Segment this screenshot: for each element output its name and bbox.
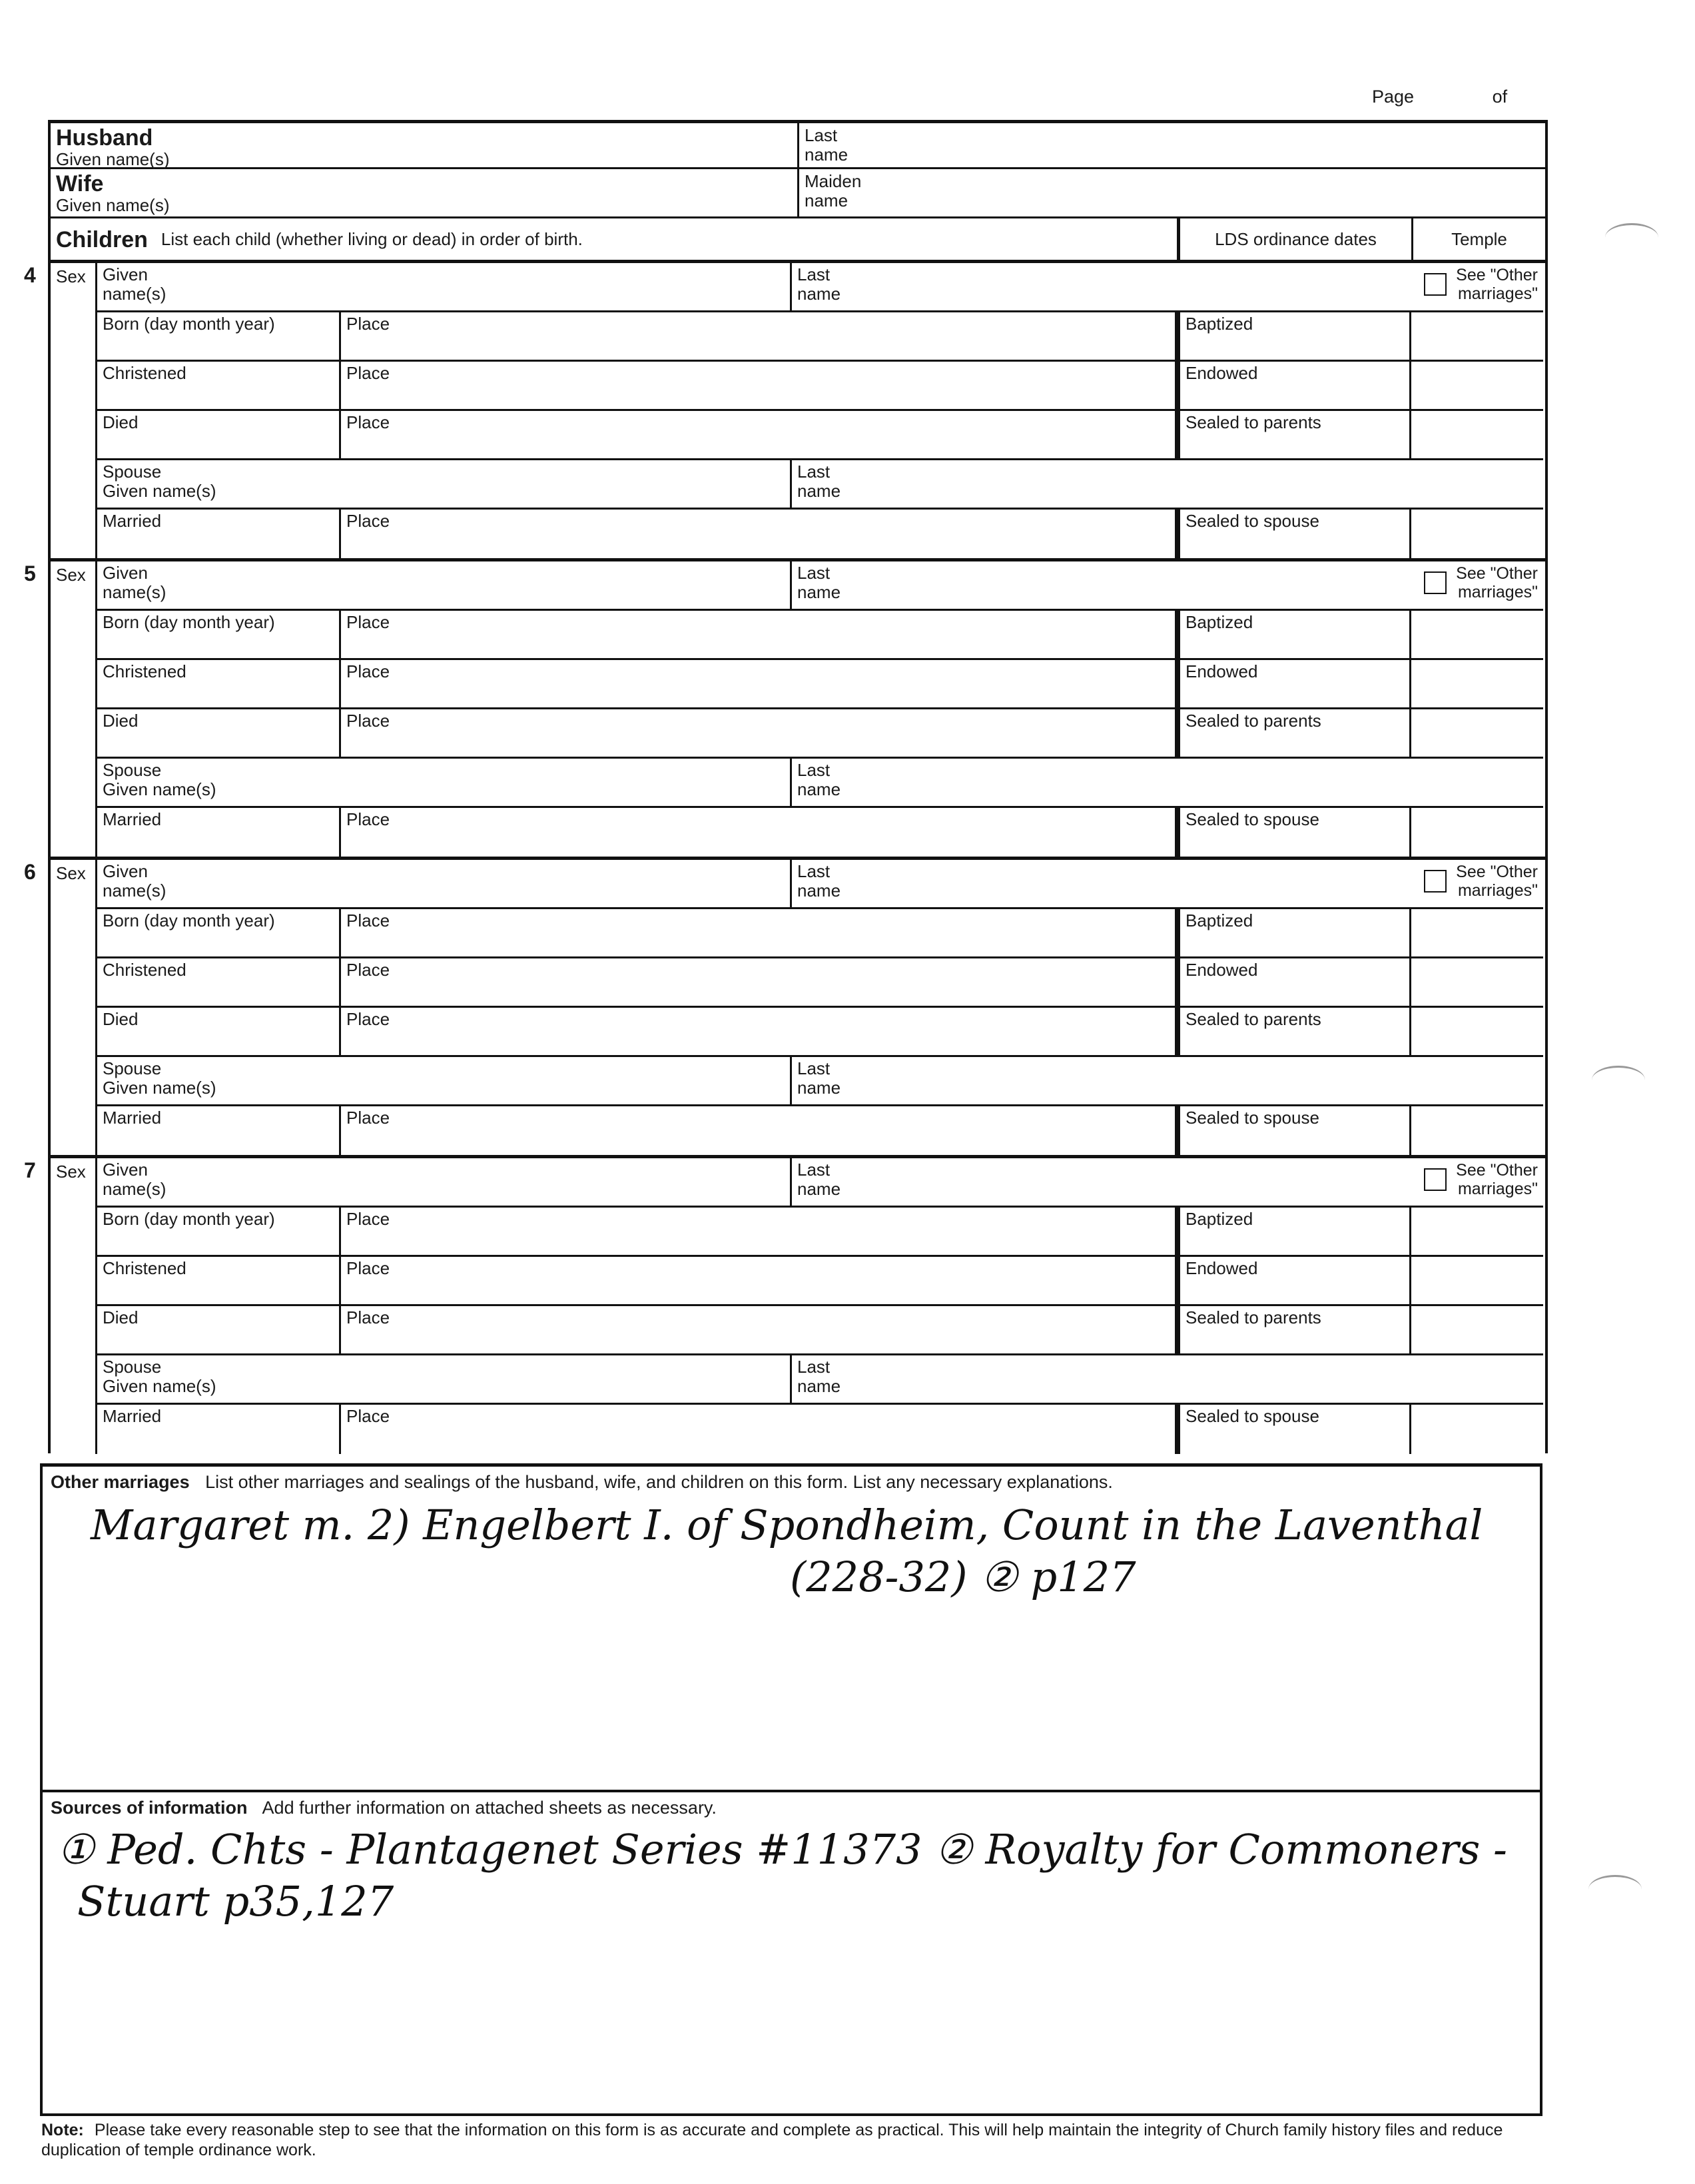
place-label: Place [346, 1209, 390, 1229]
christened-place-field[interactable] [341, 660, 1177, 709]
endowed-field[interactable] [1177, 362, 1411, 411]
sex-field[interactable] [51, 1158, 97, 1454]
other-marriages-label: Other marriages [51, 1472, 190, 1492]
sealed-spouse-label: Sealed to spouse [1186, 809, 1319, 829]
endowed-label: Endowed [1186, 960, 1258, 980]
child-last-label-2: name [797, 284, 841, 304]
other-marriages-section[interactable] [40, 1463, 1542, 1790]
married-date-field[interactable] [97, 808, 341, 857]
see-other-checkbox[interactable] [1424, 273, 1447, 296]
husband-title: Husband [56, 125, 153, 151]
spouse-given-label: Given name(s) [103, 779, 216, 799]
endowed-field[interactable] [1177, 958, 1411, 1008]
sealed-spouse-label: Sealed to spouse [1186, 1406, 1319, 1426]
endowed-label: Endowed [1186, 363, 1258, 383]
punch-hole-mark [1592, 1066, 1645, 1094]
sealed-parents-label: Sealed to parents [1186, 1009, 1321, 1029]
sealed-parents-field[interactable] [1177, 709, 1411, 759]
born-place-field[interactable] [341, 909, 1177, 958]
sealed-parents-field[interactable] [1177, 411, 1411, 460]
married-date-field[interactable] [97, 510, 341, 559]
child-last-label: Last [797, 264, 831, 284]
child-given-field[interactable] [97, 1158, 792, 1208]
christened-place-field[interactable] [341, 958, 1177, 1008]
spouse-given-field[interactable] [97, 460, 792, 510]
footer-note [41, 2120, 1507, 2160]
born-date-field[interactable] [97, 611, 341, 660]
page-of-label: of [1492, 87, 1508, 107]
child-last-label: Last [797, 861, 831, 881]
died-date-field[interactable] [97, 1306, 341, 1355]
child-given-field[interactable] [97, 860, 792, 909]
child-number: 4 [24, 263, 36, 287]
sources-instruction: Add further information on attached sheets as necessary. [262, 1798, 717, 1818]
spouse-last-label: Last [797, 760, 831, 780]
child-last-label: Last [797, 1160, 831, 1180]
spouse-given-label: Given name(s) [103, 481, 216, 501]
sealed-parents-temple-field[interactable] [1411, 709, 1543, 759]
see-other-label-2: marriages" [1457, 881, 1538, 900]
children-header [48, 218, 1548, 262]
married-date-field[interactable] [97, 1106, 341, 1156]
spouse-given-field[interactable] [97, 1355, 792, 1405]
sex-label: Sex [56, 266, 86, 286]
sealed-parents-label: Sealed to parents [1186, 412, 1321, 432]
christened-date-field[interactable] [97, 362, 341, 411]
see-other-label: See "Other [1456, 1161, 1538, 1180]
died-date-field[interactable] [97, 1008, 341, 1057]
place-label: Place [346, 1009, 390, 1029]
died-label: Died [103, 1307, 139, 1327]
spouse-label: Spouse [103, 1357, 162, 1377]
husband-last-label: Last [805, 125, 838, 145]
married-place-field[interactable] [341, 510, 1177, 559]
endowed-field[interactable] [1177, 660, 1411, 709]
married-date-field[interactable] [97, 1405, 341, 1454]
sex-label: Sex [56, 565, 86, 585]
place-label: Place [346, 1108, 390, 1128]
child-given-label: Given [103, 1160, 148, 1180]
husband-given-field[interactable] [51, 123, 799, 167]
spouse-last-label: Last [797, 1357, 831, 1377]
sealed-parents-label: Sealed to parents [1186, 711, 1321, 731]
see-other-checkbox[interactable] [1424, 870, 1447, 893]
child-block [24, 1155, 1548, 1453]
sealed-spouse-field[interactable] [1177, 1106, 1411, 1156]
born-place-field[interactable] [341, 611, 1177, 660]
see-other-label: See "Other [1456, 564, 1538, 583]
endowed-temple-field[interactable] [1411, 660, 1543, 709]
christened-date-field[interactable] [97, 1257, 341, 1306]
died-label: Died [103, 711, 139, 731]
spouse-label: Spouse [103, 462, 162, 482]
children-list [24, 260, 1548, 1453]
spouse-last-label-2: name [797, 481, 841, 501]
child-last-field[interactable] [792, 1158, 1543, 1208]
married-place-field[interactable] [341, 808, 1177, 857]
page-number-line [1372, 87, 1580, 107]
baptized-label: Baptized [1186, 910, 1253, 930]
child-last-label-2: name [797, 582, 841, 602]
wife-maiden-field[interactable] [799, 169, 1545, 216]
born-place-field[interactable] [341, 1208, 1177, 1257]
sealed-spouse-field[interactable] [1177, 1405, 1411, 1454]
spouse-last-label-2: name [797, 779, 841, 799]
baptized-label: Baptized [1186, 314, 1253, 334]
children-title-cell [51, 218, 1179, 260]
wife-row [48, 169, 1548, 218]
baptized-field[interactable] [1177, 909, 1411, 958]
baptized-field[interactable] [1177, 611, 1411, 660]
child-block [24, 260, 1548, 558]
place-label: Place [346, 809, 390, 829]
born-place-field[interactable] [341, 312, 1177, 362]
husband-last-field[interactable] [799, 123, 1545, 167]
children-title: Children [56, 226, 148, 252]
sealed-parents-temple-field[interactable] [1411, 1008, 1543, 1057]
child-given-field[interactable] [97, 561, 792, 611]
spouse-last-label-2: name [797, 1376, 841, 1396]
page-label: Page [1372, 87, 1415, 107]
endowed-temple-field[interactable] [1411, 362, 1543, 411]
sealed-parents-temple-field[interactable] [1411, 411, 1543, 460]
child-last-field[interactable] [792, 860, 1543, 909]
sealed-spouse-label: Sealed to spouse [1186, 1108, 1319, 1128]
sex-label: Sex [56, 1162, 86, 1182]
wife-given-label: Given name(s) [56, 195, 170, 215]
husband-row [48, 120, 1548, 169]
temple-header: Temple [1451, 229, 1507, 249]
family-group-form [48, 120, 1548, 262]
christened-place-field[interactable] [341, 362, 1177, 411]
child-given-label-2: name(s) [103, 1179, 167, 1199]
see-other-label: See "Other [1456, 266, 1538, 284]
spouse-given-label: Given name(s) [103, 1376, 216, 1396]
place-label: Place [346, 960, 390, 980]
child-block [24, 857, 1548, 1155]
child-last-field[interactable] [792, 263, 1543, 312]
christened-label: Christened [103, 661, 186, 681]
sealed-parents-field[interactable] [1177, 1008, 1411, 1057]
endowed-temple-field[interactable] [1411, 958, 1543, 1008]
wife-maiden-label-2: name [805, 190, 848, 210]
baptized-label: Baptized [1186, 1209, 1253, 1229]
spouse-given-field[interactable] [97, 759, 792, 808]
child-given-field[interactable] [97, 263, 792, 312]
wife-maiden-label: Maiden [805, 171, 862, 191]
child-last-field[interactable] [792, 561, 1543, 611]
child-last-label: Last [797, 563, 831, 583]
sealed-parents-field[interactable] [1177, 1306, 1411, 1355]
child-block [24, 558, 1548, 857]
married-label: Married [103, 1108, 162, 1128]
endowed-label: Endowed [1186, 661, 1258, 681]
sources-handwriting-1: ① Ped. Chts - Plantagenet Series #11373 ② Royalty for Commoners - [57, 1825, 1507, 1874]
see-other-checkbox[interactable] [1424, 1168, 1447, 1191]
married-label: Married [103, 809, 162, 829]
spouse-last-label-2: name [797, 1078, 841, 1098]
married-place-field[interactable] [341, 1405, 1177, 1454]
sealed-spouse-temple-field[interactable] [1411, 808, 1543, 857]
born-label: Born (day month year) [103, 1209, 275, 1229]
christened-place-field[interactable] [341, 1257, 1177, 1306]
see-other-marriages[interactable] [1424, 862, 1538, 901]
place-label: Place [346, 314, 390, 334]
see-other-marriages[interactable] [1424, 265, 1538, 304]
other-marriages-handwriting-1: Margaret m. 2) Engelbert I. of Spondheim, Count in the Laventhal [91, 1501, 1483, 1549]
christened-date-field[interactable] [97, 958, 341, 1008]
born-label: Born (day month year) [103, 910, 275, 930]
punch-hole-mark [1605, 223, 1658, 252]
baptized-temple-field[interactable] [1411, 1208, 1543, 1257]
died-place-field[interactable] [341, 709, 1177, 759]
place-label: Place [346, 1307, 390, 1327]
note-label: Note: [41, 2121, 84, 2139]
married-place-field[interactable] [341, 1106, 1177, 1156]
children-instruction: List each child (whether living or dead) in order of birth. [161, 229, 583, 249]
died-label: Died [103, 1009, 139, 1029]
see-other-label-2: marriages" [1457, 1180, 1538, 1198]
endowed-label: Endowed [1186, 1258, 1258, 1278]
sealed-spouse-temple-field[interactable] [1411, 510, 1543, 559]
child-last-label-2: name [797, 881, 841, 901]
christened-label: Christened [103, 1258, 186, 1278]
christened-label: Christened [103, 960, 186, 980]
see-other-label-2: marriages" [1457, 583, 1538, 601]
sealed-spouse-temple-field[interactable] [1411, 1405, 1543, 1454]
see-other-marriages[interactable] [1424, 1160, 1538, 1199]
married-label: Married [103, 1406, 162, 1426]
other-marriages-handwriting-2: (228-32) ② p127 [790, 1553, 1136, 1601]
sealed-spouse-field[interactable] [1177, 808, 1411, 857]
see-other-checkbox[interactable] [1424, 571, 1447, 594]
child-given-label-2: name(s) [103, 881, 167, 901]
child-given-label: Given [103, 861, 148, 881]
place-label: Place [346, 612, 390, 632]
sealed-parents-temple-field[interactable] [1411, 1306, 1543, 1355]
sealed-spouse-label: Sealed to spouse [1186, 511, 1319, 531]
baptized-field[interactable] [1177, 1208, 1411, 1257]
place-label: Place [346, 363, 390, 383]
spouse-last-field[interactable] [792, 460, 1543, 510]
baptized-temple-field[interactable] [1411, 611, 1543, 660]
sex-label: Sex [56, 863, 86, 883]
place-label: Place [346, 661, 390, 681]
endowed-temple-field[interactable] [1411, 1257, 1543, 1306]
born-label: Born (day month year) [103, 314, 275, 334]
married-label: Married [103, 511, 162, 531]
spouse-last-label: Last [797, 1058, 831, 1078]
spouse-last-field[interactable] [792, 1355, 1543, 1405]
child-number: 6 [24, 860, 36, 884]
spouse-last-field[interactable] [792, 1057, 1543, 1106]
husband-last-label-2: name [805, 145, 848, 165]
child-number: 5 [24, 561, 36, 585]
child-given-label: Given [103, 563, 148, 583]
see-other-label-2: marriages" [1457, 284, 1538, 303]
sources-label: Sources of information [51, 1798, 248, 1818]
child-given-label: Given [103, 264, 148, 284]
note-text: Please take every reasonable step to see that the information on this form is as accurate and complete as practical. This will help maintain the integrity of Church family history files and reduce duplication of temple ordinance work. [41, 2121, 1503, 2159]
sex-field[interactable] [51, 860, 97, 1156]
spouse-last-label: Last [797, 462, 831, 482]
spouse-label: Spouse [103, 1058, 162, 1078]
died-place-field[interactable] [341, 1008, 1177, 1057]
place-label: Place [346, 910, 390, 930]
sealed-spouse-temple-field[interactable] [1411, 1106, 1543, 1156]
see-other-label: See "Other [1456, 863, 1538, 881]
sex-field[interactable] [51, 263, 97, 559]
sex-field[interactable] [51, 561, 97, 857]
punch-hole-mark [1588, 1875, 1642, 1904]
see-other-marriages[interactable] [1424, 563, 1538, 602]
spouse-given-field[interactable] [97, 1057, 792, 1106]
christened-date-field[interactable] [97, 660, 341, 709]
sources-section[interactable] [40, 1790, 1542, 2116]
spouse-given-label: Given name(s) [103, 1078, 216, 1098]
died-label: Died [103, 412, 139, 432]
born-date-field[interactable] [97, 1208, 341, 1257]
endowed-field[interactable] [1177, 1257, 1411, 1306]
wife-title: Wife [56, 171, 104, 196]
place-label: Place [346, 1406, 390, 1426]
lds-header: LDS ordinance dates [1179, 218, 1413, 260]
place-label: Place [346, 711, 390, 731]
place-label: Place [346, 511, 390, 531]
sources-handwriting-2: Stuart p35,127 [77, 1877, 394, 1926]
died-place-field[interactable] [341, 1306, 1177, 1355]
wife-given-field[interactable] [51, 169, 799, 216]
baptized-label: Baptized [1186, 612, 1253, 632]
other-marriages-instruction: List other marriages and sealings of the husband, wife, and children on this form. List any necessary explanations. [205, 1472, 1113, 1492]
child-given-label-2: name(s) [103, 582, 167, 602]
died-date-field[interactable] [97, 411, 341, 460]
christened-label: Christened [103, 363, 186, 383]
born-date-field[interactable] [97, 909, 341, 958]
husband-given-label: Given name(s) [56, 149, 170, 169]
spouse-label: Spouse [103, 760, 162, 780]
sealed-parents-label: Sealed to parents [1186, 1307, 1321, 1327]
baptized-field[interactable] [1177, 312, 1411, 362]
child-given-label-2: name(s) [103, 284, 167, 304]
baptized-temple-field[interactable] [1411, 909, 1543, 958]
place-label: Place [346, 1258, 390, 1278]
spouse-last-field[interactable] [792, 759, 1543, 808]
died-place-field[interactable] [341, 411, 1177, 460]
born-date-field[interactable] [97, 312, 341, 362]
died-date-field[interactable] [97, 709, 341, 759]
born-label: Born (day month year) [103, 612, 275, 632]
place-label: Place [346, 412, 390, 432]
sealed-spouse-field[interactable] [1177, 510, 1411, 559]
child-number: 7 [24, 1158, 36, 1182]
child-last-label-2: name [797, 1179, 841, 1199]
baptized-temple-field[interactable] [1411, 312, 1543, 362]
